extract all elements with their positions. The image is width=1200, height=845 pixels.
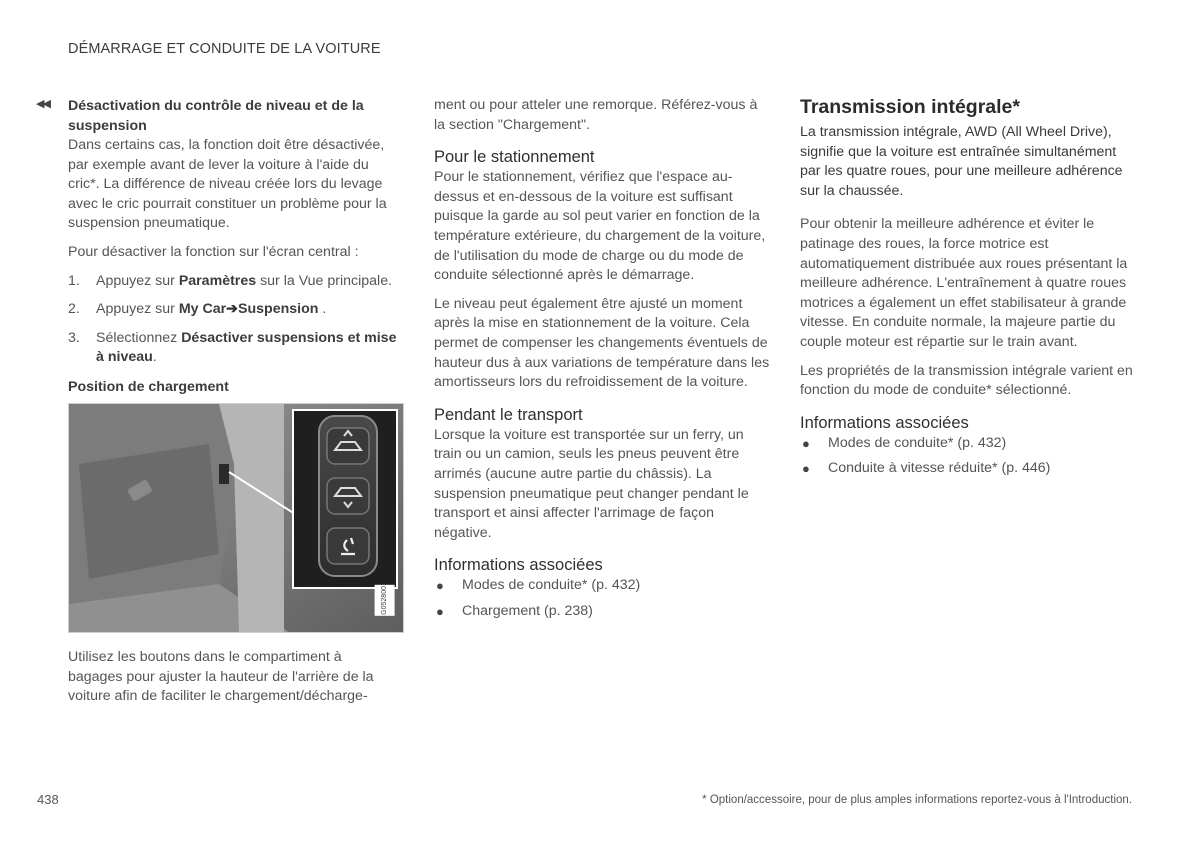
section-title-awd: Transmission intégrale*: [800, 96, 1020, 118]
step-bold-text: Suspension: [238, 301, 319, 318]
steps-list: [68, 272, 398, 368]
heading-parking: Pour le stationnement: [434, 148, 595, 167]
paragraph: Le niveau peut également être ajusté un moment après la mise en stationnement de la voiture. Cela permet de compenser les changements éventuels de hauteur dus à aux variations de température dans les amortisseurs lors du refroidissement de la voiture.: [434, 295, 770, 391]
figure-code: G052800: [375, 585, 395, 616]
paragraph: Pour désactiver la fonction sur l'écran central :: [68, 243, 359, 260]
list-item: [68, 272, 398, 292]
step-text: Appuyez sur: [96, 272, 179, 289]
column-2: [434, 96, 772, 627]
bullet-icon: ●: [802, 435, 810, 451]
step-number: 1.: [68, 272, 80, 289]
related-links-list: [434, 576, 772, 621]
related-link[interactable]: [800, 434, 1138, 454]
heading-transport: Pendant le transport: [434, 405, 583, 424]
paragraph: Les propriétés de la transmission intégrale varient en fonction du mode de conduite* sélectionné.: [800, 362, 1133, 399]
step-bold-text: Désactiver suspensions et mise à niveau: [96, 329, 397, 366]
step-text: Sélectionnez: [96, 329, 182, 346]
related-link-text: Modes de conduite* (p. 432): [462, 577, 641, 594]
step-text: sur la Vue principale.: [256, 272, 393, 289]
step-bold-text: Paramètres: [178, 272, 257, 289]
heading-related-info: Informations associées: [434, 556, 603, 575]
step-text: .: [152, 349, 157, 366]
footnote: * Option/accessoire, pour de plus amples informations reportez-vous à l'Introduction.: [702, 794, 1132, 806]
subheading-loading-position: Position de chargement: [68, 378, 229, 395]
list-item: [68, 329, 398, 368]
heading-related-info: Informations associées: [800, 413, 969, 432]
step-text: Appuyez sur: [96, 301, 179, 318]
trunk-illustration: [69, 404, 403, 632]
illustration-trunk-buttons: [68, 403, 404, 633]
related-link[interactable]: [434, 602, 772, 622]
paragraph: Utilisez les boutons dans le compartiment à bagages pour ajuster la hauteur de l'arrière de la voiture afin de faciliter le chargement/décharge-: [68, 648, 374, 705]
running-header: DÉMARRAGE ET CONDUITE DE LA VOITURE: [68, 41, 381, 57]
column-3: [800, 96, 1138, 485]
step-bold-text: My Car: [178, 301, 227, 318]
bullet-icon: ●: [436, 603, 444, 619]
paragraph: ment ou pour atteler une remorque. Référez-vous à la section "Chargement".: [434, 97, 758, 133]
bullet-icon: ●: [436, 578, 444, 594]
related-link-text: Modes de conduite* (p. 432): [828, 434, 1007, 451]
related-link-text: Conduite à vitesse réduite* (p. 446): [828, 460, 1051, 477]
column-1: [68, 96, 398, 716]
related-link-text: Chargement (p. 238): [462, 602, 593, 619]
related-link[interactable]: [434, 576, 772, 596]
step-number: 3.: [68, 329, 80, 346]
bullet-icon: ●: [802, 461, 810, 477]
intro-paragraph: La transmission intégrale, AWD (All Wheel Drive), signifie que la voiture est entraînée simultanément par les quatre roues, pour une meilleure adhérence sur la chaussée.: [800, 124, 1123, 199]
step-text: .: [318, 301, 327, 318]
paragraph: Pour obtenir la meilleure adhérence et éviter le patinage des roues, la force motrice est automatiquement distribuée aux roues présentant la meilleure adhérence. L'entraînement à quatre roues motrices a également un effet stabilisateur à grande vitesse. En conduite normale, la majeure partie du couple moteur est répartie sur le train avant.: [800, 216, 1128, 350]
section-heading-deactivation: Désactivation du contrôle de niveau et de la suspension: [68, 98, 364, 134]
paragraph: Pour le stationnement, vérifiez que l'espace au-dessus et en-dessous de la voiture est suffisant puisque la garde au sol peut varier en fonction de la température extérieure, du chargement de la voiture, de l'utilisation du mode de charge ou du mode de conduite sélectionné après le démarrage.: [434, 169, 766, 284]
related-link[interactable]: [800, 459, 1138, 479]
arrow-right-icon: ➔: [226, 301, 239, 318]
page-number: 438: [37, 792, 59, 807]
paragraph: Lorsque la voiture est transportée sur un ferry, un train ou un camion, seuls les pneus peuvent être arrimés (aucune autre partie du châssis). La suspension pneumatique peut changer pendant le transport et ainsi affecter l'arrimage de façon négative.: [434, 426, 749, 541]
continued-arrow-icon: ◀◀: [36, 98, 49, 110]
step-number: 2.: [68, 301, 80, 318]
list-item: [68, 300, 398, 320]
paragraph: Dans certains cas, la fonction doit être désactivée, par exemple avant de lever la voiture à l'aide du cric*. La différence de niveau créée lors du levage avec le cric pourrait constituer un problème pour la suspension pneumatique.: [68, 137, 387, 232]
related-links-list: [800, 434, 1138, 479]
